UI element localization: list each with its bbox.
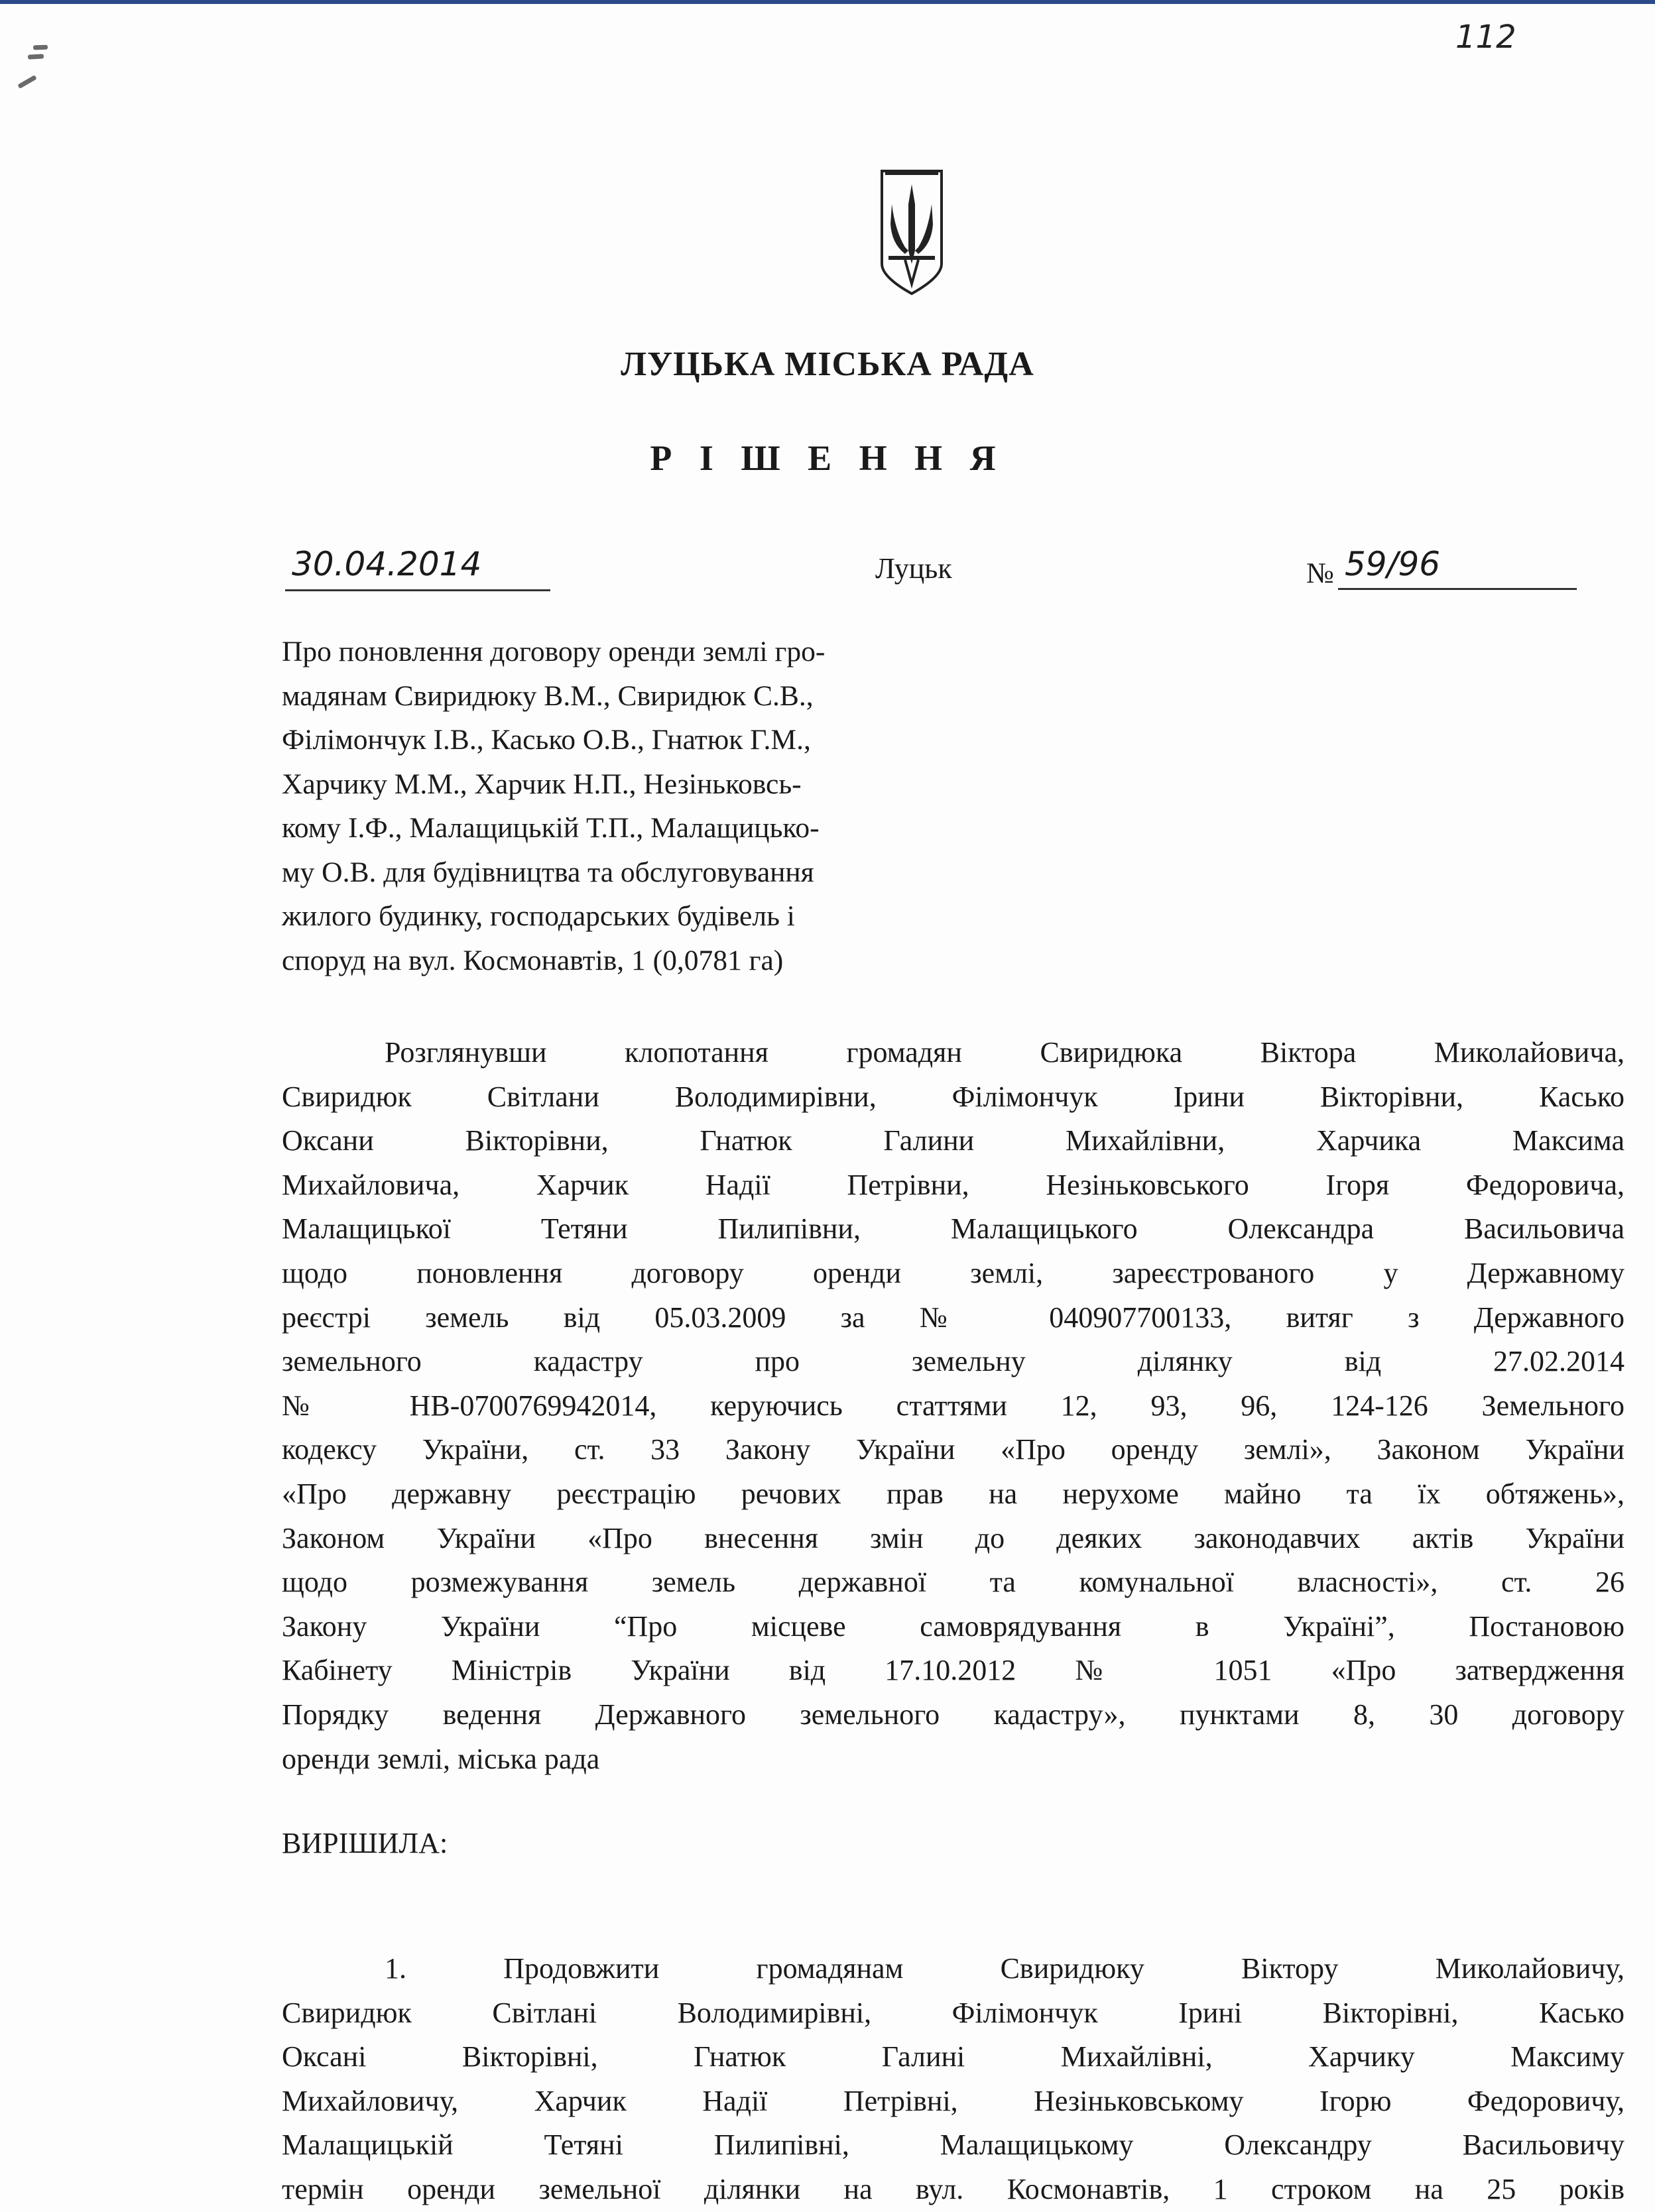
subject-line: кому І.Ф., Малащицькій Т.П., Малащицько-	[282, 812, 820, 844]
preamble-line: № НВ-0700769942014, керуючись статтями 12, 93, 96, 124-126 Земельного	[282, 1389, 1624, 1422]
preamble-line: Кабінету Міністрів України від 17.10.2012 № 1051 «Про затвердження	[282, 1654, 1624, 1687]
document-type-title: Р І Ш Е Н Н Я	[650, 438, 1005, 478]
scan-edge-strip	[0, 0, 1655, 4]
council-name: ЛУЦЬКА МІСЬКА РАДА	[621, 345, 1034, 383]
item-line: Малащицькій Тетяні Пилипівні, Малащицькому Олександру Васильовичу	[282, 2128, 1624, 2162]
number-sign: №	[1306, 557, 1334, 589]
subject-block	[282, 630, 1034, 982]
item-line: Михайловичу, Харчик Надії Петрівні, Незіньковському Ігорю Федоровичу,	[282, 2084, 1624, 2117]
item-line: Оксані Вікторівні, Гнатюк Галині Михайлівні, Харчику Максиму	[282, 2040, 1624, 2073]
item-line: Свиридюк Світлані Володимирівні, Філімончук Ірині Вікторівні, Касько	[282, 1996, 1624, 2029]
preamble-line: земельного кадастру про земельну ділянку від 27.02.2014	[282, 1345, 1624, 1378]
preamble-line: Свиридюк Світлани Володимирівни, Філімончук Ірини Вікторівни, Касько	[282, 1080, 1624, 1113]
page-number: 112	[1455, 19, 1516, 56]
number-value: 59/96	[1338, 545, 1577, 590]
resolved-heading: ВИРІШИЛА:	[282, 1827, 448, 1859]
subject-line: му О.В. для будівництва та обслуговування	[282, 856, 814, 888]
decision-number	[1306, 545, 1577, 590]
coat-of-arms-icon	[879, 164, 945, 297]
preamble-line: Михайловича, Харчик Надії Петрівни, Незіньковського Ігоря Федоровича,	[282, 1168, 1624, 1201]
preamble-line: реєстрі земель від 05.03.2009 за № 040907700133, витяг з Державного	[282, 1301, 1624, 1334]
preamble-line: щодо поновлення договору оренди землі, зареєстрованого у Державному	[282, 1256, 1624, 1289]
subject-line: Про поновлення договору оренди землі гро-	[282, 636, 826, 668]
subject-line: мадянам Свиридюку В.М., Свиридюк С.В.,	[282, 679, 814, 712]
subject-line: жилого будинку, господарських будівель і	[282, 900, 795, 932]
item-line: 1. Продовжити громадянам Свиридюку Віктору Миколайовичу,	[385, 1952, 1624, 1985]
preamble-paragraph	[282, 1031, 1624, 1781]
staple-mark	[17, 75, 36, 89]
subject-line: Філімончук І.В., Касько О.В., Гнатюк Г.М.,	[282, 724, 811, 756]
staple-mark	[33, 45, 48, 50]
subject-line: Харчику М.М., Харчик Н.П., Незіньковсь-	[282, 768, 802, 800]
preamble-line: «Про державну реєстрацію речових прав на нерухоме майно та їх обтяжень»,	[282, 1477, 1624, 1510]
preamble-line: Закону України “Про місцеве самоврядування в Україні”, Постановою	[282, 1609, 1624, 1643]
preamble-line: Малащицької Тетяни Пилипівни, Малащицького Олександра Васильовича	[282, 1212, 1624, 1246]
staple-mark	[28, 54, 44, 59]
preamble-line: оренди землі, міська рада	[282, 1742, 600, 1775]
preamble-line: кодексу України, ст. 33 Закону України «Про оренду землі», Законом України	[282, 1433, 1624, 1466]
decision-city: Луцьк	[875, 552, 952, 585]
decision-date: 30.04.2014	[285, 545, 550, 591]
preamble-line: Порядку ведення Державного земельного кадастру», пунктами 8, 30 договору	[282, 1698, 1624, 1731]
preamble-line: Розглянувши клопотання громадян Свиридюка Віктора Миколайовича,	[385, 1036, 1624, 1069]
preamble-line: Законом України «Про внесення змін до деяких законодавчих актів України	[282, 1521, 1624, 1554]
subject-line: споруд на вул. Космонавтів, 1 (0,0781 га)	[282, 944, 784, 976]
preamble-line: щодо розмежування земель державної та комунальної власності», ст. 26	[282, 1566, 1624, 1599]
item-line: термін оренди земельної ділянки на вул. Космонавтів, 1 строком на 25 років	[282, 2172, 1624, 2205]
preamble-line: Оксани Вікторівни, Гнатюк Галини Михайлівни, Харчика Максима	[282, 1124, 1624, 1157]
item-1-paragraph	[282, 1947, 1624, 2212]
